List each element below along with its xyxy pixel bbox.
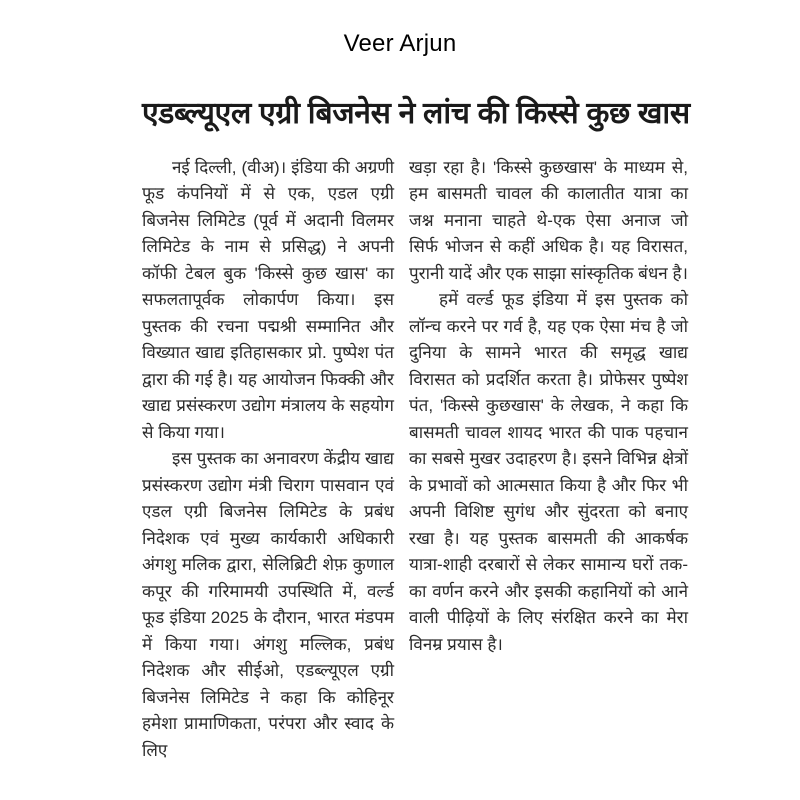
article-column-right	[409, 155, 688, 765]
paragraph: हमें वर्ल्ड फूड इंडिया में इस पुस्तक को लॉन्च करने पर गर्व है, यह एक ऐसा मंच है जो दुनिया के सामने भारत की समृद्ध खाद्य विरासत को प्रदर्शित करता है। प्रोफेसर पुष्पेश पंत, 'किस्से कुछखास' के लेखक, ने कहा कि बासमती चावल शायद भारत की पाक पहचान का सबसे मुखर उदाहरण है। इसने विभिन्न क्षेत्रों के प्रभावों को आत्मसात किया है और फिर भी अपनी विशिष्ट सुगंध और सुंदरता को बनाए रखा है। यह पुस्तक बासमती की आकर्षक यात्रा-शाही दरबारों से लेकर सामान्य घरों तक-का वर्णन करने और इसकी कहानियों को आने वाली पीढ़ियों के लिए संरक्षित करने का मेरा विनम्र प्रयास है।	[409, 290, 688, 654]
article-columns	[142, 155, 688, 765]
news-article	[142, 95, 688, 764]
masthead-title: Veer Arjun	[343, 30, 457, 57]
paragraph: नई दिल्ली, (वीअ)। इंडिया की अग्रणी फूड कंपनियों में से एक, एडल एग्री बिजनेस लिमिटेड (पूर्व में अदानी विलमर लिमिटेड के नाम से प्रसिद्ध) ने अपनी कॉफी टेबल बुक 'किस्से कुछ खास' का सफलतापूर्वक लोकार्पण किया। इस पुस्तक की रचना पद्मश्री सम्मानित और विख्यात खाद्य इतिहासकार प्रो. पुष्पेश पंत द्वारा की गई है। यह आयोजन फिक्की और खाद्य प्रसंस्करण उद्योग मंत्रालय के सहयोग से किया गया।	[142, 157, 394, 442]
paragraph: इस पुस्तक का अनावरण केंद्रीय खाद्य प्रसंस्करण उद्योग मंत्री चिराग पासवान एवं एडल एग्री बिजनेस लिमिटेड के प्रबंध निदेशक एवं मुख्य कार्यकारी अधिकारी अंगशु मलिक द्वारा, सेलिब्रिटी शेफ़ कुणाल कपूर की गरिमामयी उपस्थिति में, वर्ल्ड फूड इंडिया 2025 के दौरान, भारत मंडपम में किया गया। अंगशु मल्लिक, प्रबंध निदेशक और सीईओ, एडब्ल्यूएल एग्री बिजनेस लिमिटेड ने कहा कि कोहिनूर हमेशा प्रामाणिकता, परंपरा और स्वाद के लिए	[142, 449, 394, 760]
article-headline: एडब्ल्यूएल एग्री बिजनेस ने लांच की किस्से कुछ खास	[142, 97, 690, 130]
paragraph: खड़ा रहा है। 'किस्से कुछखास' के माध्यम से, हम बासमती चावल की कालातीत यात्रा का जश्न मनाना चाहते थे-एक ऐसा अनाज जो सिर्फ भोजन से कहीं अधिक है। यह विरासत, पुरानी यादें और एक साझा सांस्कृतिक बंधन है।	[409, 157, 688, 283]
article-column-left	[142, 155, 394, 765]
